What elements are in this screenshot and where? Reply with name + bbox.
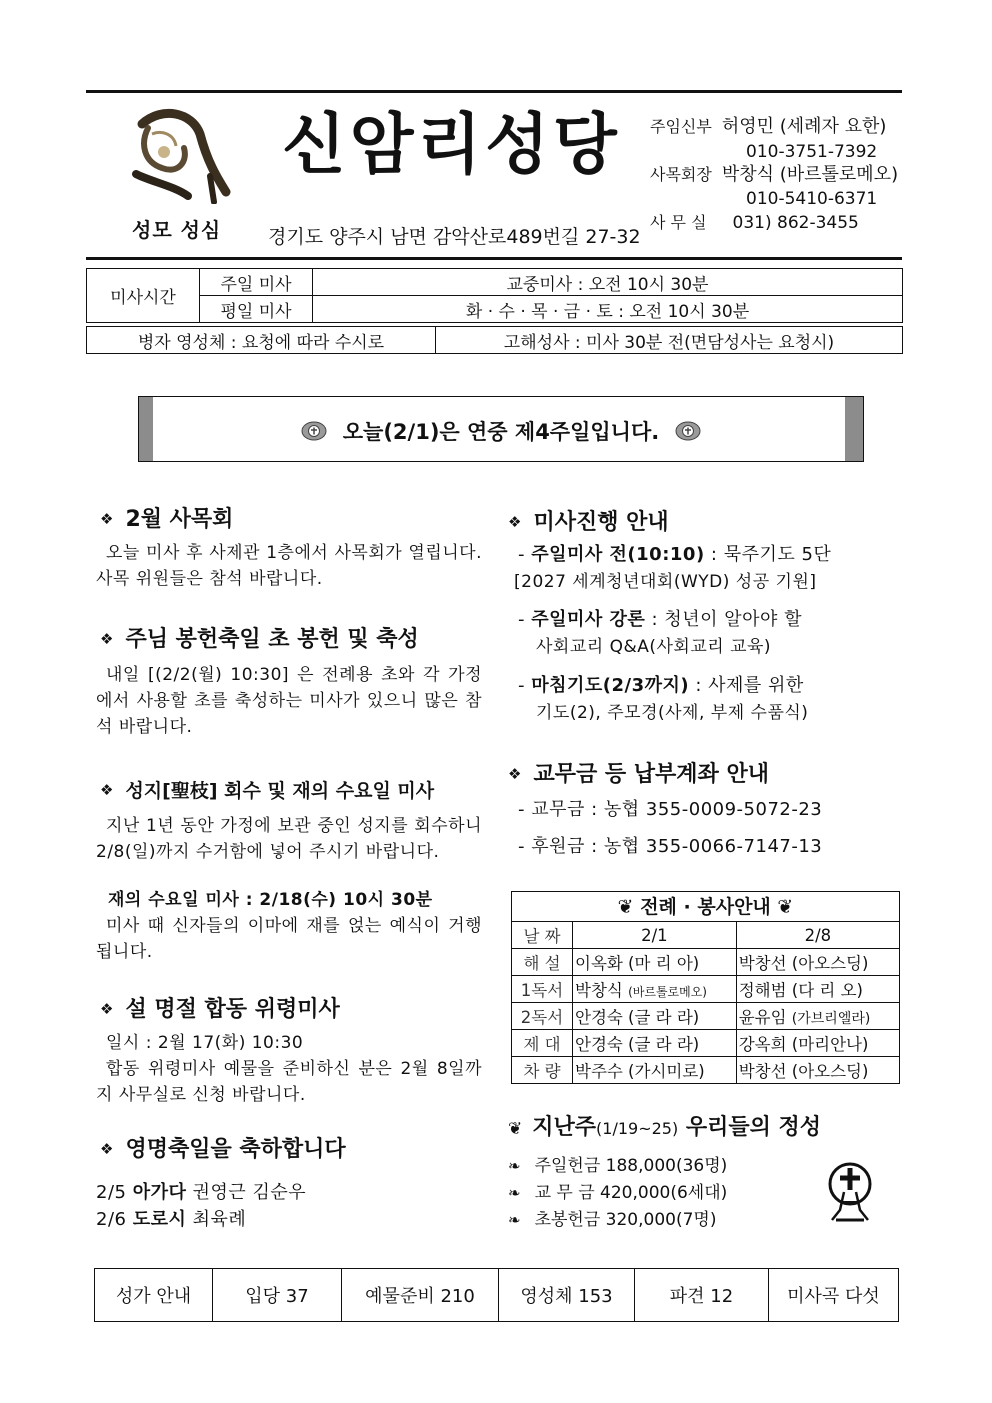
sacrament-table [86, 326, 903, 354]
offering-title: ❦ 지난주(1/19~25) 우리들의 정성 [508, 1115, 822, 1140]
section-account-title: ❖ 교무금 등 납부계좌 안내 [508, 762, 769, 787]
hymn-recessional: 파견 12 [635, 1269, 769, 1322]
diamond-bullet-icon: ❖ [100, 510, 114, 528]
council-phone: 010-5410-6371 [746, 189, 878, 209]
logo-caption: 성모 성심 [132, 218, 222, 242]
section-feast-title: ❖ 영명축일을 축하합니다 [100, 1137, 346, 1162]
banner-text: 오늘(2/1)은 연중 제4주일입니다. [342, 420, 660, 444]
section-palm-body: 지난 1년 동안 가정에 보관 중인 성지를 회수하니 2/8(일)까지 수거함에 넣어 주시기 바랍니다. [96, 816, 482, 862]
leaf-bullet-icon: ❦ [777, 896, 794, 918]
diamond-bullet-icon: ❖ [100, 1140, 114, 1158]
diamond-bullet-icon: ❖ [100, 781, 114, 799]
cross-medallion-icon [301, 420, 327, 447]
account-tithe: - 교무금 : 농협 355-0009-5072-23 [518, 799, 823, 820]
table-row: 1독서 박창식 (바르톨로메오) 정해범 (다 리 오) [512, 976, 900, 1003]
table-row: 날 짜 2/1 2/8 [512, 922, 900, 949]
leaf-bullet-icon: ❦ [508, 1119, 523, 1139]
pastor-role: 주임신부 [650, 117, 712, 136]
feast-line-2: 2/6 도로시 최육례 [96, 1209, 247, 1230]
pastor-line [650, 118, 886, 136]
confession-info: 고해성사 : 미사 30분 전(면담성사는 요청시) [436, 327, 903, 354]
mass-guide-item-2: - 주일미사 강론 : 청년이 알아야 할 [518, 609, 802, 630]
council-line [650, 166, 898, 184]
section-candlemas-body: 내일 [(2/2(월) 10:30] 은 전례용 초와 각 가정에서 사용할 초를 축성하는 미사가 있으니 많은 참석 바랍니다. [96, 665, 482, 737]
weekday-mass-label: 평일 미사 [200, 296, 313, 323]
hymn-guide-table [94, 1268, 899, 1322]
mass-guide-item-1: - 주일미사 전(10:10) : 묵주기도 5단 [518, 544, 832, 565]
section-council-title: ❖ 2월 사목회 [100, 507, 234, 532]
mass-guide-item-1b: [2027 세계청년대회(WYD) 성공 기원] [514, 572, 817, 592]
memorial-time: 일시 : 2월 17(화) 10:30 [106, 1033, 304, 1053]
cross-medallion-icon [675, 420, 701, 447]
diamond-bullet-icon: ❖ [100, 1000, 114, 1018]
office-phone: 031) 862-3455 [732, 213, 859, 233]
table-row: 제 대 안경숙 (글 라 라) 강옥희 (마리안나) [512, 1030, 900, 1057]
pastor-name: 허영민 (세례자 요한) [721, 116, 887, 137]
leaf-bullet-icon: ❦ [617, 896, 634, 918]
hymn-mass-setting: 미사곡 다섯 [769, 1269, 899, 1322]
section-memorial-title: ❖ 설 명절 합동 위령미사 [100, 997, 340, 1022]
section-memorial-body: 합동 위령미사 예물을 준비하신 분은 2월 8일까지 사무실로 신청 바랍니다. [96, 1059, 482, 1105]
council-role: 사목회장 [650, 165, 712, 184]
office-line [650, 215, 859, 232]
header-rule [86, 257, 902, 260]
floral-bullet-icon: ❧ [508, 1157, 521, 1175]
feast-line-1: 2/5 아가다 권영근 김순우 [96, 1182, 307, 1203]
council-name: 박창식 (바르톨로메오) [721, 164, 899, 185]
floral-bullet-icon: ❧ [508, 1211, 521, 1229]
diamond-bullet-icon: ❖ [508, 765, 522, 783]
hymn-guide-label: 성가 안내 [95, 1269, 213, 1322]
pastor-phone: 010-3751-7392 [746, 142, 878, 162]
table-row: 2독서 안경숙 (글 라 라) 윤유임 (가브리엘라) [512, 1003, 900, 1030]
mass-schedule-table [86, 268, 903, 323]
floral-bullet-icon: ❧ [508, 1184, 521, 1202]
section-palm-body2: 미사 때 신자들의 이마에 재를 얹는 예식이 거행됩니다. [96, 916, 482, 962]
schedule-label: 미사시간 [87, 269, 200, 323]
mass-guide-item-2b: 사회교리 Q&A(사회교리 교육) [536, 637, 772, 657]
praying-figure-cross-icon [822, 1160, 878, 1230]
offering-tithe: ❧ 교 무 금 420,000(6세대) [508, 1183, 728, 1203]
church-address: 경기도 양주시 남면 감악산로489번길 27-32 [268, 226, 641, 248]
sunday-mass-label: 주일 미사 [200, 269, 313, 296]
table-row: 차 량 박주수 (가시미로) 박창선 (아오스딩) [512, 1057, 900, 1084]
today-banner [138, 396, 864, 462]
sacred-heart-logo-icon [122, 104, 234, 204]
section-candlemas-title: ❖ 주님 봉헌축일 초 봉헌 및 축성 [100, 627, 419, 652]
ash-wednesday-line: 재의 수요일 미사 : 2/18(수) 10시 30분 [108, 890, 433, 910]
office-role: 사 무 실 [650, 213, 707, 232]
offering-candle: ❧ 초봉헌금 320,000(7명) [508, 1210, 717, 1230]
section-mass-guide-title: ❖ 미사진행 안내 [508, 510, 669, 535]
hymn-entrance: 입당 37 [213, 1269, 342, 1322]
sunday-mass-time: 교중미사 : 오전 10시 30분 [313, 269, 903, 296]
diamond-bullet-icon: ❖ [100, 630, 114, 648]
section-council-body: 오늘 미사 후 사제관 1층에서 사목회가 열립니다. 사목 위원들은 참석 바랍니다. [96, 543, 482, 589]
offering-sunday: ❧ 주일헌금 188,000(36명) [508, 1156, 728, 1176]
mass-guide-item-3b: 기도(2), 주모경(사제, 부제 수품식) [536, 703, 809, 723]
service-table [511, 921, 900, 1084]
page-title: 신암리성당 [282, 106, 621, 183]
sick-communion: 병자 영성체 : 요청에 따라 수시로 [87, 327, 436, 354]
hymn-communion: 영성체 153 [499, 1269, 635, 1322]
diamond-bullet-icon: ❖ [508, 513, 522, 531]
service-schedule [511, 891, 900, 1084]
section-palm-title: ❖ 성지[聖枝] 회수 및 재의 수요일 미사 [100, 780, 435, 802]
weekday-mass-time: 화 · 수 · 목 · 금 · 토 : 오전 10시 30분 [313, 296, 903, 323]
hymn-offertory: 예물준비 210 [342, 1269, 499, 1322]
top-rule [86, 90, 902, 93]
service-title: ❦ 전례 · 봉사안내 ❦ [511, 891, 900, 921]
table-row: 해 설 이옥화 (마 리 아) 박창선 (아오스딩) [512, 949, 900, 976]
account-donation: - 후원금 : 농협 355-0066-7147-13 [518, 836, 823, 857]
mass-guide-item-3: - 마침기도(2/3까지) : 사제를 위한 [518, 675, 804, 696]
